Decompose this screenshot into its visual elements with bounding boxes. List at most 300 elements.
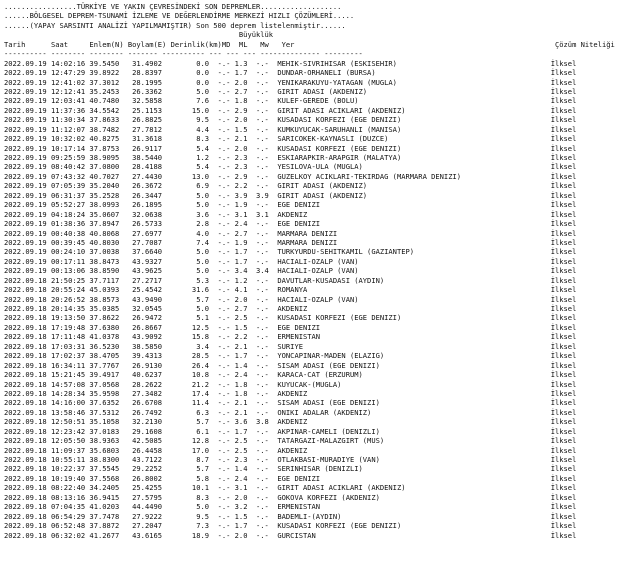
ml-cell: 2.2 [234,181,257,191]
md-cell: -.- [217,511,235,521]
date-cell: 2022.09.19 [4,153,51,162]
time-cell: 06:54:29 [50,511,90,521]
date-cell: 2022.09.18 [4,351,51,361]
md-cell: -.- [217,162,235,172]
location-cell: AKDENIZ [277,388,551,398]
time-cell: 12:03:41 [50,96,90,106]
location-cell: EGE DENIZI [277,473,551,483]
time-cell: 06:52:48 [50,521,90,531]
longitude-cell: 25.1153 [127,105,171,115]
date-cell: 2022.09.19 [4,96,51,106]
table-row [4,266,640,275]
location-cell: KUYUCAK-(MUGLA) [277,379,551,389]
longitude-cell: 27.7087 [127,237,171,247]
mw-cell: -.- [256,370,278,380]
md-cell: -.- [217,521,235,531]
ml-cell: 2.1 [234,341,257,351]
latitude-cell: 38.8473 [89,256,128,266]
latitude-cell: 35.2453 [89,86,128,96]
mw-cell: 3.9 [256,190,278,200]
location-cell: KUSADASI KORFEZI (EGE DENIZI) [277,115,551,125]
time-cell: 10:19:40 [50,473,90,483]
ml-cell: 2.7 [234,228,257,238]
ml-cell: 4.1 [234,285,257,295]
solution-quality-cell: İlksel [550,322,577,332]
location-cell: SERINHISAR (DENIZLI) [277,464,551,474]
table-row [4,313,640,322]
ml-cell: 3.1 [234,483,257,493]
table-row [4,238,640,247]
location-cell: KUSADASI KORFEZI (EGE DENIZI) [277,143,551,153]
ml-cell: 2.4 [234,370,257,380]
md-cell: -.- [217,417,235,427]
table-row [4,247,640,256]
location-cell: HACIALI-OZALP (VAN) [277,256,551,266]
longitude-cell: 32.2130 [127,417,171,427]
table-row [4,87,640,96]
ml-cell: 2.5 [234,445,257,455]
table-row [4,68,640,77]
mw-cell: -.- [256,492,278,502]
table-row [4,455,640,464]
md-cell: -.- [217,256,235,266]
longitude-cell: 32.0638 [127,209,171,219]
time-cell: 12:05:50 [50,436,90,446]
depth-cell: 5.0 [170,256,218,266]
ml-cell: 3.2 [234,502,257,512]
time-cell: 08:22:40 [50,483,90,493]
column-header-9: Çözüm Niteliği [554,39,615,49]
column-header-2: Enlem(N) [89,39,128,49]
table-row [4,200,640,209]
ml-cell: 1.2 [234,275,257,285]
mw-cell: -.- [256,398,278,408]
mw-cell: 3.1 [256,209,278,219]
ml-cell: 1.5 [234,124,257,134]
location-cell: ESKIARAPKIR-ARAPGIR (MALATYA) [277,153,551,162]
date-cell: 2022.09.18 [4,313,51,323]
mw-cell: -.- [256,464,278,474]
date-cell: 2022.09.18 [4,455,51,464]
ml-cell: 2.9 [234,171,257,181]
depth-cell: 3.4 [170,341,218,351]
latitude-cell: 35.1058 [89,417,128,427]
solution-quality-cell: İlksel [550,464,577,474]
longitude-cell: 26.3447 [127,190,171,200]
ml-cell: 1.4 [234,464,257,474]
solution-quality-cell: İlksel [550,379,577,389]
longitude-cell: 42.5085 [127,436,171,446]
date-cell: 2022.09.18 [4,530,51,540]
longitude-cell: 28.2622 [127,379,171,389]
mw-cell: -.- [256,171,278,181]
location-cell: KULEF-GEREDE (BOLU) [277,96,551,106]
location-cell: TATARGAZI-MALAZGIRT (MUS) [277,436,551,446]
date-cell: 2022.09.19 [4,86,51,96]
mw-cell: -.- [256,388,278,398]
mw-cell: 3.4 [256,266,278,276]
longitude-cell: 32.0545 [127,304,171,313]
solution-quality-cell: İlksel [550,313,577,323]
solution-quality-cell: İlksel [550,86,577,96]
latitude-cell: 36.9415 [89,492,128,502]
earthquake-rows [4,59,640,540]
longitude-cell: 26.8825 [127,115,171,125]
mw-cell: -.- [256,294,278,304]
ml-cell: 2.0 [234,143,257,153]
latitude-cell: 37.7767 [89,360,128,370]
longitude-cell: 26.1895 [127,200,171,210]
latitude-cell: 38.9363 [89,436,128,446]
longitude-cell: 25.4542 [127,285,171,295]
depth-cell: 8.3 [170,134,218,144]
latitude-cell: 37.8872 [89,521,128,531]
latitude-cell: 35.2528 [89,190,128,200]
longitude-cell: 27.4430 [127,171,171,181]
longitude-cell: 26.7492 [127,407,171,417]
mw-cell: -.- [256,426,278,436]
longitude-cell: 26.8002 [127,473,171,483]
solution-quality-cell: İlksel [550,134,577,144]
time-cell: 14:02:16 [50,58,90,68]
md-cell: -.- [217,445,235,455]
date-cell: 2022.09.18 [4,398,51,408]
solution-quality-cell: İlksel [550,294,577,304]
date-cell: 2022.09.18 [4,464,51,474]
solution-quality-cell: İlksel [550,153,577,162]
location-cell: ERMENISTAN [277,502,551,512]
column-header-0: Tarih [4,39,51,49]
longitude-cell: 43.7122 [127,455,171,464]
table-row [4,59,640,68]
table-row [4,229,640,238]
depth-cell: 10.1 [170,483,218,493]
date-cell: 2022.09.19 [4,134,51,144]
date-cell: 2022.09.19 [4,247,51,257]
solution-quality-cell: İlksel [550,143,577,153]
latitude-cell: 38.7482 [89,124,128,134]
md-cell: -.- [217,247,235,257]
solution-quality-cell: İlksel [550,266,577,276]
latitude-cell: 40.8030 [89,237,128,247]
latitude-cell: 37.8947 [89,219,128,229]
date-cell: 2022.09.19 [4,190,51,200]
longitude-cell: 26.5733 [127,219,171,229]
ml-cell: 1.8 [234,388,257,398]
table-row [4,144,640,153]
md-cell: -.- [217,190,235,200]
depth-cell: 5.0 [170,247,218,257]
mw-cell: -.- [256,313,278,323]
time-cell: 05:52:27 [50,200,90,210]
mw-cell: -.- [256,181,278,191]
md-cell: -.- [217,360,235,370]
depth-cell: 6.9 [170,181,218,191]
latitude-cell: 35.6803 [89,445,128,455]
md-cell: -.- [217,153,235,162]
mw-cell: -.- [256,124,278,134]
latitude-cell: 37.6352 [89,398,128,408]
date-cell: 2022.09.19 [4,266,51,276]
mw-cell: -.- [256,143,278,153]
table-row [4,96,640,105]
date-cell: 2022.09.18 [4,388,51,398]
mw-cell: -.- [256,247,278,257]
solution-quality-cell: İlksel [550,68,577,78]
latitude-cell: 37.0183 [89,426,128,436]
latitude-cell: 38.0993 [89,200,128,210]
md-cell: -.- [217,455,235,464]
mw-cell: -.- [256,219,278,229]
column-header-6: ML [238,39,261,49]
location-cell: GIRIT ADASI ACIKLARI (AKDENIZ) [277,105,551,115]
md-cell: -.- [217,436,235,446]
ml-cell: 2.5 [234,313,257,323]
solution-quality-cell: İlksel [550,256,577,266]
date-cell: 2022.09.18 [4,285,51,295]
magnitude-group-label: Büyüklük [238,30,274,40]
mw-cell: -.- [256,436,278,446]
ml-cell: 2.3 [234,455,257,464]
solution-quality-cell: İlksel [550,237,577,247]
solution-quality-cell: İlksel [550,275,577,285]
location-cell: GOKOVA KORFEZI (AKDENIZ) [277,492,551,502]
latitude-cell: 37.7478 [89,511,128,521]
location-cell: KUMKUYUCAK-SARUHANLI (MANISA) [277,124,551,134]
md-cell: -.- [217,332,235,342]
latitude-cell: 38.8590 [89,266,128,276]
solution-quality-cell: İlksel [550,473,577,483]
table-row [4,257,640,266]
location-cell: GIRIT ADASI (AKDENIZ) [277,190,551,200]
md-cell: -.- [217,105,235,115]
md-cell: -.- [217,134,235,144]
latitude-cell: 37.0038 [89,247,128,257]
ml-cell: 1.5 [234,322,257,332]
table-row [4,210,640,219]
depth-cell: 5.7 [170,294,218,304]
longitude-cell: 43.9490 [127,294,171,304]
md-cell: -.- [217,464,235,474]
date-cell: 2022.09.19 [4,77,51,87]
table-row [4,474,640,483]
md-cell: -.- [217,200,235,210]
time-cell: 12:23:42 [50,426,90,436]
ml-cell: 1.9 [234,200,257,210]
solution-quality-cell: İlksel [550,219,577,229]
mw-cell: -.- [256,521,278,531]
depth-cell: 7.3 [170,521,218,531]
md-cell: -.- [217,483,235,493]
date-cell: 2022.09.19 [4,219,51,229]
date-cell: 2022.09.18 [4,492,51,502]
longitude-cell: 43.6165 [127,530,171,540]
longitude-cell: 25.4255 [127,483,171,493]
depth-cell: 0.0 [170,68,218,78]
table-row [4,512,640,521]
header-title-line: .................TÜRKİYE VE YAKIN ÇEVRESİNDEKİ SON DEPREMLER................... [4,2,342,11]
date-cell: 2022.09.19 [4,68,51,78]
location-cell: DUNDAR-ORHANELI (BURSA) [277,68,551,78]
location-cell: BADEMLI-(AYDIN) [277,511,551,521]
depth-cell: 4.0 [170,228,218,238]
latitude-cell: 39.8922 [89,68,128,78]
date-cell: 2022.09.18 [4,360,51,370]
time-cell: 00:24:10 [50,247,90,257]
location-cell: MEHIK-SIVRIHISAR (ESKISEHIR) [277,58,551,68]
latitude-cell: 38.8300 [89,455,128,464]
depth-cell: 8.3 [170,492,218,502]
depth-cell: 5.3 [170,275,218,285]
longitude-cell: 26.9117 [127,143,171,153]
mw-cell: -.- [256,256,278,266]
mw-cell: -.- [256,341,278,351]
longitude-cell: 43.9625 [127,266,171,276]
longitude-cell: 29.2252 [127,464,171,474]
md-cell: -.- [217,398,235,408]
depth-cell: 5.8 [170,473,218,483]
solution-quality-cell: İlksel [550,530,577,540]
depth-cell: 1.2 [170,153,218,162]
ml-cell: 3.4 [234,266,257,276]
solution-quality-cell: İlksel [550,247,577,257]
table-row [4,191,640,200]
date-cell: 2022.09.18 [4,502,51,512]
solution-quality-cell: İlksel [550,228,577,238]
depth-cell: 21.2 [170,379,218,389]
solution-quality-cell: İlksel [550,370,577,380]
depth-cell: 9.5 [170,511,218,521]
longitude-cell: 31.3618 [127,134,171,144]
solution-quality-cell: İlksel [550,190,577,200]
date-cell: 2022.09.18 [4,436,51,446]
table-row [4,398,640,407]
latitude-cell: 37.5545 [89,464,128,474]
time-cell: 04:18:24 [50,209,90,219]
ml-cell: 3.9 [234,190,257,200]
date-cell: 2022.09.18 [4,275,51,285]
ml-cell: 2.1 [234,134,257,144]
separator-line [4,49,640,58]
date-cell: 2022.09.18 [4,473,51,483]
time-cell: 11:09:37 [50,445,90,455]
ml-cell: 3.1 [234,209,257,219]
time-cell: 17:03:31 [50,341,90,351]
date-cell: 2022.09.18 [4,379,51,389]
table-row [4,181,640,190]
solution-quality-cell: İlksel [550,483,577,493]
location-cell: KUSADASI KORFEZI (EGE DENIZI) [277,521,551,531]
mw-cell: -.- [256,351,278,361]
mw-cell: -.- [256,322,278,332]
depth-cell: 5.4 [170,162,218,172]
depth-cell: 11.4 [170,398,218,408]
ml-cell: 1.7 [234,68,257,78]
longitude-cell: 27.2047 [127,521,171,531]
depth-cell: 0.0 [170,77,218,87]
md-cell: -.- [217,77,235,87]
table-row [4,78,640,87]
latitude-cell: 38.4705 [89,351,128,361]
date-cell: 2022.09.18 [4,322,51,332]
ml-cell: 1.7 [234,247,257,257]
latitude-cell: 40.7480 [89,96,128,106]
ml-cell: 1.7 [234,426,257,436]
date-cell: 2022.09.19 [4,237,51,247]
latitude-cell: 37.8753 [89,143,128,153]
depth-cell: 15.8 [170,332,218,342]
location-cell: YENIKARAKUYU-YATAGAN (MUGLA) [277,77,551,87]
date-cell: 2022.09.19 [4,171,51,181]
ml-cell: 1.4 [234,360,257,370]
location-cell: AKDENIZ [277,417,551,427]
table-row [4,417,640,426]
md-cell: -.- [217,115,235,125]
solution-quality-cell: İlksel [550,502,577,512]
time-cell: 06:32:02 [50,530,90,540]
table-row [4,446,640,455]
date-cell: 2022.09.18 [4,445,51,455]
longitude-cell: 40.6237 [127,370,171,380]
date-cell: 2022.09.18 [4,294,51,304]
depth-cell: 9.5 [170,115,218,125]
column-header-4: Derinlik(km) [170,39,222,49]
solution-quality-cell: İlksel [550,58,577,68]
mw-cell: -.- [256,379,278,389]
location-cell: AKDENIZ [277,209,551,219]
mw-cell: -.- [256,502,278,512]
time-cell: 12:12:41 [50,86,90,96]
latitude-cell: 39.5450 [89,58,128,68]
date-cell: 2022.09.18 [4,304,51,313]
depth-cell: 17.0 [170,445,218,455]
solution-quality-cell: İlksel [550,171,577,181]
mw-cell: -.- [256,304,278,313]
time-cell: 08:13:16 [50,492,90,502]
solution-quality-cell: İlksel [550,105,577,115]
latitude-cell: 37.5568 [89,473,128,483]
table-row [4,276,640,285]
depth-cell: 5.7 [170,464,218,474]
location-cell: SURIYE [277,341,551,351]
latitude-cell: 37.3012 [89,77,128,87]
mw-cell: -.- [256,77,278,87]
time-cell: 20:14:35 [50,304,90,313]
latitude-cell: 39.4917 [89,370,128,380]
location-cell: MARMARA DENIZI [277,228,551,238]
mw-cell: -.- [256,134,278,144]
location-cell: YESILOVA-ULA (MUGLA) [277,162,551,172]
location-cell: KUSADASI KORFEZI (EGE DENIZI) [277,313,551,323]
table-row [4,483,640,492]
depth-cell: 13.0 [170,171,218,181]
table-row [4,361,640,370]
mw-cell: -.- [256,200,278,210]
longitude-cell: 26.3362 [127,86,171,96]
latitude-cell: 41.0203 [89,502,128,512]
location-cell: ROMANYA [277,285,551,295]
md-cell: -.- [217,266,235,276]
location-cell: MARMARA DENIZI [277,237,551,247]
date-cell: 2022.09.18 [4,332,51,342]
longitude-cell: 37.6640 [127,247,171,257]
ml-cell: 1.7 [234,351,257,361]
table-row [4,427,640,436]
header-note-line: ......(YAPAY SARSINTI ANALİZİ YAPILMAMIŞTIR) Son 500 deprem listelenmiştir...... [4,20,346,30]
depth-cell: 5.1 [170,313,218,323]
table-row [4,295,640,304]
depth-cell: 8.7 [170,455,218,464]
